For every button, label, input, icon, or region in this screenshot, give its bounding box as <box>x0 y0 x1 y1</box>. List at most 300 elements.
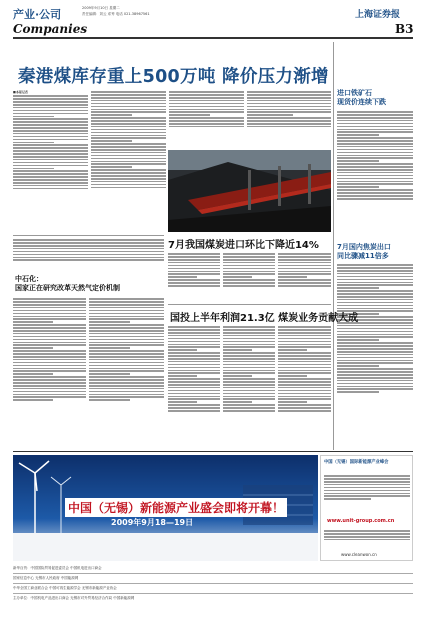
text-line <box>337 120 413 122</box>
text-line <box>324 498 371 500</box>
text-line <box>91 163 166 165</box>
text-line <box>278 256 331 258</box>
text-line <box>89 313 164 315</box>
ad-right-contacts <box>324 529 410 549</box>
text-line <box>13 182 88 184</box>
text-line <box>168 375 197 377</box>
text-line <box>89 301 164 303</box>
text-line <box>89 370 164 372</box>
text-line <box>324 539 410 541</box>
text-line <box>91 94 166 96</box>
coal-import-headline: 7月我国煤炭进口环比下降近14% <box>168 240 319 251</box>
text-line <box>168 393 220 395</box>
text-line <box>223 349 252 351</box>
text-line <box>278 361 331 363</box>
text-line <box>223 262 275 264</box>
text-line <box>91 149 166 151</box>
sidebar-divider <box>333 42 334 450</box>
text-line <box>278 378 331 380</box>
text-line <box>223 410 275 412</box>
text-line <box>337 328 413 330</box>
text-line <box>337 293 413 295</box>
text-line <box>89 388 164 390</box>
text-line <box>337 198 413 200</box>
ticker-line-1: 新华百货：中国国际贸易促进委员会 中国机电进出口商会 <box>13 564 413 574</box>
text-line <box>89 373 130 375</box>
text-line <box>223 387 275 389</box>
text-line <box>13 242 164 244</box>
text-line <box>168 370 220 372</box>
text-line <box>168 271 220 273</box>
text-line <box>278 390 331 392</box>
text-line <box>223 268 275 270</box>
text-line <box>168 338 220 340</box>
text-line <box>324 481 410 483</box>
text-line <box>89 399 130 401</box>
text-line <box>223 265 275 267</box>
text-line <box>13 245 164 247</box>
coke-headline: 7月国内焦炭出口 <box>337 243 391 251</box>
text-line <box>337 282 413 284</box>
text-line <box>278 393 331 395</box>
text-line <box>13 153 88 155</box>
coal-port-photo <box>168 150 331 232</box>
text-line <box>278 407 331 409</box>
text-line <box>337 348 413 350</box>
text-line <box>13 170 88 172</box>
text-line <box>168 335 220 337</box>
text-line <box>168 344 220 346</box>
text-line <box>278 404 331 406</box>
text-line <box>168 273 220 275</box>
text-line <box>168 407 220 409</box>
ad-banner[interactable] <box>13 455 318 561</box>
text-line <box>91 129 166 131</box>
text-line <box>13 327 86 329</box>
text-line <box>247 103 331 105</box>
paper-name: 上海证券报 <box>355 10 401 20</box>
text-line <box>168 390 220 392</box>
text-line <box>13 396 86 398</box>
ad-right-panel[interactable] <box>320 455 413 561</box>
text-line <box>337 111 413 113</box>
text-line <box>247 91 331 93</box>
text-line <box>13 353 86 355</box>
text-line <box>223 332 275 334</box>
text-line <box>89 310 164 312</box>
ad-right-title: 中国（无锡）国际新能源产业峰会 <box>324 460 389 465</box>
text-line <box>13 104 88 106</box>
text-line <box>89 316 164 318</box>
text-line <box>168 410 220 412</box>
text-line <box>247 106 331 108</box>
text-line <box>324 533 410 535</box>
text-line <box>168 279 220 281</box>
text-line <box>337 276 413 278</box>
text-line <box>278 273 331 275</box>
text-line <box>89 336 164 338</box>
lead-body-col1 <box>13 90 88 230</box>
text-line <box>89 379 164 381</box>
text-line <box>168 341 220 343</box>
text-line <box>337 155 413 157</box>
text-line <box>89 333 164 335</box>
text-line <box>223 341 275 343</box>
text-line <box>89 385 164 387</box>
coal-import-body-col3 <box>278 252 331 302</box>
text-line <box>91 103 166 105</box>
text-line <box>278 285 331 287</box>
text-line <box>278 332 331 334</box>
text-line <box>337 126 413 128</box>
text-line <box>13 321 53 323</box>
text-line <box>278 364 331 366</box>
text-line <box>337 189 413 191</box>
text-line <box>13 95 88 97</box>
text-line <box>13 107 88 109</box>
text-line <box>337 284 413 286</box>
text-line <box>169 106 244 108</box>
text-line <box>278 265 331 267</box>
text-line <box>168 253 220 255</box>
text-line <box>324 530 410 532</box>
text-line <box>13 162 88 164</box>
coke-headline-2: 同比骤减11倍多 <box>337 252 389 260</box>
text-line <box>337 357 413 359</box>
iron-ore-headline-2: 现货价连续下跌 <box>337 98 386 106</box>
text-line <box>247 94 331 96</box>
text-line <box>13 298 86 300</box>
text-line <box>91 143 166 145</box>
text-line <box>168 352 220 354</box>
text-line <box>337 336 413 338</box>
text-line <box>13 362 86 364</box>
text-line <box>13 394 86 396</box>
text-line <box>337 362 413 364</box>
text-line <box>337 386 413 388</box>
text-line <box>337 302 413 304</box>
text-line <box>91 161 166 163</box>
text-line <box>91 132 166 134</box>
text-line <box>13 359 86 361</box>
text-line <box>337 157 413 159</box>
iron-ore-headline: 进口铁矿石 <box>337 89 372 97</box>
text-line <box>168 332 220 334</box>
text-line <box>223 326 275 328</box>
text-line <box>91 172 166 174</box>
text-line <box>13 347 53 349</box>
text-line <box>91 169 166 171</box>
text-line <box>247 120 331 122</box>
text-line <box>337 137 413 139</box>
text-line <box>223 352 275 354</box>
text-line <box>89 350 164 352</box>
text-line <box>13 173 88 175</box>
text-line <box>223 276 252 278</box>
text-line <box>223 384 275 386</box>
text-line <box>337 146 413 148</box>
lead-headline: 秦港煤库存重上500万吨 降价压力渐增 <box>18 67 329 87</box>
text-line <box>169 120 244 122</box>
text-line <box>91 123 166 125</box>
text-line <box>13 101 88 103</box>
text-line <box>13 139 88 141</box>
text-line <box>13 344 86 346</box>
text-line <box>324 484 410 486</box>
text-line <box>89 321 130 323</box>
text-line <box>223 338 275 340</box>
text-line <box>89 396 164 398</box>
text-line <box>337 374 413 376</box>
text-line <box>89 327 164 329</box>
text-line <box>223 367 275 369</box>
text-line <box>247 97 331 99</box>
text-line <box>223 285 275 287</box>
text-line <box>168 326 220 328</box>
text-line <box>13 339 86 341</box>
lead-byline: ■本报记者 <box>13 90 28 94</box>
text-line <box>13 313 86 315</box>
text-line <box>337 175 413 177</box>
text-line <box>13 185 88 187</box>
text-line <box>91 178 166 180</box>
text-line <box>337 134 379 136</box>
text-line <box>337 160 379 162</box>
text-line <box>278 329 331 331</box>
text-line <box>13 330 86 332</box>
text-line <box>278 271 331 273</box>
text-line <box>337 351 413 353</box>
text-line <box>223 271 275 273</box>
text-line <box>337 279 413 281</box>
text-line <box>89 391 164 393</box>
text-line <box>278 401 307 403</box>
text-line <box>13 136 88 138</box>
text-line <box>337 331 413 333</box>
lead-body-col3 <box>169 90 244 147</box>
text-line <box>13 379 86 381</box>
text-line <box>91 109 166 111</box>
text-line <box>278 335 331 337</box>
text-line <box>13 333 86 335</box>
text-line <box>168 401 197 403</box>
text-line <box>13 124 88 126</box>
text-line <box>223 346 275 348</box>
sinopec-subheadline: 国家正在研究改革天然气定价机制 <box>15 284 120 292</box>
ad-right-url[interactable]: www.unit-group.com.cn <box>327 518 395 524</box>
text-line <box>223 378 275 380</box>
text-line <box>324 495 410 497</box>
text-line <box>89 339 164 341</box>
text-line <box>168 404 220 406</box>
text-line <box>223 279 275 281</box>
text-line <box>247 126 331 128</box>
text-line <box>13 316 86 318</box>
text-line <box>13 307 86 309</box>
sdic-body-col2 <box>223 325 275 449</box>
text-line <box>89 318 164 320</box>
text-line <box>13 98 88 100</box>
text-line <box>168 398 220 400</box>
text-line <box>337 131 413 133</box>
text-line <box>247 111 331 113</box>
text-line <box>168 361 220 363</box>
text-line <box>91 140 132 142</box>
text-line <box>13 113 88 115</box>
text-line <box>13 356 86 358</box>
text-line <box>337 267 413 269</box>
text-line <box>337 299 413 301</box>
text-line <box>13 121 88 123</box>
text-line <box>91 187 166 189</box>
text-line <box>324 490 410 492</box>
text-line <box>89 382 164 384</box>
text-line <box>91 106 166 108</box>
text-line <box>223 390 275 392</box>
text-line <box>278 372 331 374</box>
text-line <box>247 109 331 111</box>
text-line <box>89 347 130 349</box>
text-line <box>337 114 413 116</box>
text-line <box>223 393 275 395</box>
text-line <box>13 179 88 181</box>
text-line <box>337 334 413 336</box>
text-line <box>337 183 413 185</box>
text-line <box>13 336 86 338</box>
text-line <box>278 355 331 357</box>
text-line <box>337 377 413 379</box>
text-line <box>13 133 88 135</box>
text-line <box>324 536 410 538</box>
text-line <box>89 365 164 367</box>
text-line <box>337 152 413 154</box>
text-line <box>169 94 244 96</box>
text-line <box>89 298 164 300</box>
text-line <box>91 175 166 177</box>
text-line <box>169 103 244 105</box>
text-line <box>223 375 252 377</box>
text-line <box>168 349 197 351</box>
text-line <box>91 137 166 139</box>
text-line <box>278 268 331 270</box>
text-line <box>168 387 220 389</box>
coal-import-body-col1 <box>168 252 220 302</box>
text-line <box>13 301 86 303</box>
text-line <box>324 487 410 489</box>
text-line <box>337 325 413 327</box>
text-line <box>278 384 331 386</box>
text-line <box>337 140 413 142</box>
ad-date: 2009年9月18—19日 <box>111 518 194 527</box>
ticker-line-2: 国家信息中心 无锡市人民政府 中国能源网 <box>13 574 413 584</box>
text-line <box>337 270 413 272</box>
ad-right-url2[interactable]: www.cleanwon.cn <box>341 552 377 557</box>
text-line <box>13 382 86 384</box>
text-line <box>169 109 244 111</box>
text-line <box>13 257 164 259</box>
text-line <box>89 368 164 370</box>
text-line <box>89 307 164 309</box>
text-line <box>337 195 413 197</box>
text-line <box>337 383 413 385</box>
text-line <box>247 117 331 119</box>
text-line <box>13 385 86 387</box>
text-line <box>13 130 88 132</box>
text-line <box>337 181 413 183</box>
text-line <box>278 375 307 377</box>
text-line <box>13 324 86 326</box>
text-line <box>278 279 331 281</box>
text-line <box>278 381 331 383</box>
text-line <box>91 97 166 99</box>
ticker-line-4: 主办单位：中国机电产品进出口商会 无锡市对外贸易经济合作局 中国新能源网 <box>13 596 135 600</box>
text-line <box>278 367 331 369</box>
text-line <box>324 493 410 495</box>
text-line <box>223 364 275 366</box>
text-line <box>89 344 164 346</box>
text-line <box>13 118 88 120</box>
text-line <box>337 264 413 266</box>
text-line <box>337 172 413 174</box>
text-line <box>13 304 86 306</box>
text-line <box>13 150 88 152</box>
text-line <box>91 146 166 148</box>
text-line <box>168 282 220 284</box>
date-line: 2009年9月10日 星期二 <box>82 6 120 10</box>
text-line <box>169 117 244 119</box>
text-line <box>169 91 244 93</box>
text-line <box>337 354 413 356</box>
text-line <box>223 329 275 331</box>
text-line <box>168 396 220 398</box>
text-line <box>278 326 331 328</box>
text-line <box>168 329 220 331</box>
text-line <box>169 100 244 102</box>
text-line <box>223 407 275 409</box>
text-line <box>13 116 54 118</box>
text-line <box>13 391 86 393</box>
text-line <box>223 253 275 255</box>
text-line <box>13 376 86 378</box>
text-line <box>223 361 275 363</box>
text-line <box>91 117 166 119</box>
text-line <box>91 114 132 116</box>
text-line <box>13 165 88 167</box>
text-line <box>89 394 164 396</box>
ad-title: 中国（无锡）新能源产业盛会即将开幕！ <box>65 498 287 517</box>
text-line <box>247 123 331 125</box>
text-line <box>169 123 244 125</box>
text-line <box>13 144 88 146</box>
text-line <box>337 123 413 125</box>
text-line <box>89 342 164 344</box>
text-line <box>89 304 164 306</box>
text-line <box>337 178 413 180</box>
iron-ore-body <box>337 110 413 240</box>
text-line <box>337 129 413 131</box>
text-line <box>337 342 413 344</box>
text-line <box>337 117 413 119</box>
text-line <box>91 184 166 186</box>
text-line <box>324 475 410 477</box>
text-line <box>91 158 166 160</box>
text-line <box>168 372 220 374</box>
text-line <box>168 276 197 278</box>
text-line <box>13 388 86 390</box>
text-line <box>13 168 54 170</box>
lead-body-col2 <box>91 90 166 230</box>
text-line <box>168 285 220 287</box>
